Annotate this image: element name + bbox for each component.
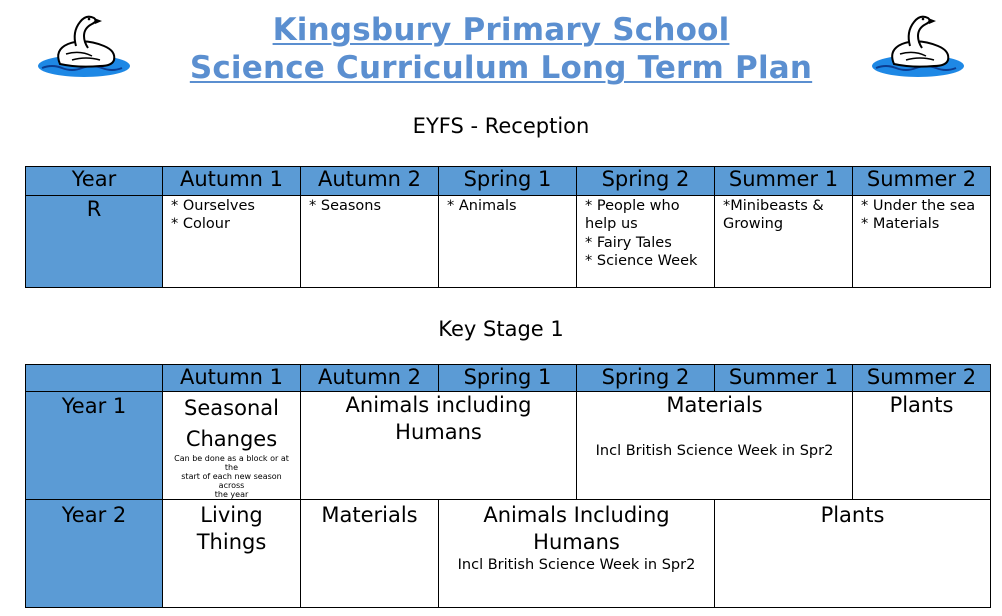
cell-animals-including-humans [301, 392, 577, 500]
topic-note: the year [214, 490, 249, 499]
cell-autumn2 [301, 196, 439, 288]
topic-note: Incl British Science Week in Spr2 [457, 557, 696, 573]
list-item: * Under the sea [861, 198, 976, 214]
cell-spring2 [577, 196, 715, 288]
col-header-summer2: Summer 2 [853, 167, 991, 196]
list-item: Growing [723, 216, 784, 233]
cell-seasonal-changes [163, 392, 301, 500]
list-item: * Fairy Tales [585, 234, 672, 251]
topic-note: start of each new season across [181, 472, 282, 490]
list-item: * Ourselves [171, 198, 255, 214]
year2-cell [26, 500, 163, 608]
eyfs-table [25, 166, 991, 288]
col-header-summer2: Summer 2 [853, 365, 991, 392]
topic-line: Animals Including [483, 503, 670, 527]
topic-line: Plants [820, 503, 885, 527]
col-header-spring2: Spring 2 [577, 167, 715, 196]
cell-summer1 [715, 196, 853, 288]
topic-line: Humans [533, 530, 620, 554]
topic-line: Humans [395, 420, 482, 444]
topic-note: Can be done as a block or at the [174, 454, 289, 472]
year-cell [26, 196, 163, 288]
col-header-autumn2: Autumn 2 [301, 167, 439, 196]
cell-autumn1 [163, 196, 301, 288]
col-header-year: Year [26, 167, 163, 196]
col-header-summer1: Summer 1 [715, 167, 853, 196]
table-row [26, 500, 991, 608]
year1-cell [26, 392, 163, 500]
table-row [26, 196, 991, 288]
year-label: Year 1 [61, 394, 127, 418]
ks1-heading: Key Stage 1 [438, 317, 564, 341]
col-header-spring1: Spring 1 [439, 365, 577, 392]
list-item: * Seasons [309, 198, 382, 214]
cell-living-things [163, 500, 301, 608]
year-label: Year 2 [61, 503, 127, 527]
eyfs-heading: EYFS - Reception [412, 114, 590, 138]
cell-spring1 [439, 196, 577, 288]
cell-plants [853, 392, 991, 500]
ks1-table [25, 364, 991, 608]
list-item: * Materials [861, 216, 940, 233]
col-header-autumn2: Autumn 2 [301, 365, 439, 392]
eyfs-header-row [26, 167, 991, 196]
cell-animals-including-humans [439, 500, 715, 608]
list-item: * Science Week [585, 253, 698, 270]
col-header-autumn1: Autumn 1 [163, 365, 301, 392]
col-header-blank [26, 365, 163, 392]
cell-plants [715, 500, 991, 608]
cell-materials [301, 500, 439, 608]
page-subtitle: Science Curriculum Long Term Plan [189, 50, 813, 86]
topic-note: Incl British Science Week in Spr2 [595, 443, 834, 459]
list-item: * Animals [447, 198, 517, 214]
col-header-spring2: Spring 2 [577, 365, 715, 392]
list-item: help us [585, 216, 638, 233]
col-header-summer1: Summer 1 [715, 365, 853, 392]
ks1-header-row [26, 365, 991, 392]
year-label: R [86, 197, 102, 221]
topic-line: Plants [889, 393, 954, 417]
topic-line: Living [200, 503, 263, 527]
topic-line: Animals including [345, 393, 532, 417]
table-row [26, 392, 991, 500]
topic-line: Materials [321, 503, 418, 527]
page-title: Kingsbury Primary School [272, 12, 730, 48]
topic-line: Changes [185, 427, 278, 451]
list-item: * Colour [171, 216, 230, 233]
topic-line: Materials [666, 393, 763, 417]
col-header-spring1: Spring 1 [439, 167, 577, 196]
cell-summer2 [853, 196, 991, 288]
cell-materials [577, 392, 853, 500]
col-header-autumn1: Autumn 1 [163, 167, 301, 196]
topic-line: Things [196, 530, 267, 554]
list-item: * People who [585, 198, 680, 214]
list-item: *Minibeasts & [723, 198, 824, 214]
topic-line: Seasonal [184, 396, 279, 420]
